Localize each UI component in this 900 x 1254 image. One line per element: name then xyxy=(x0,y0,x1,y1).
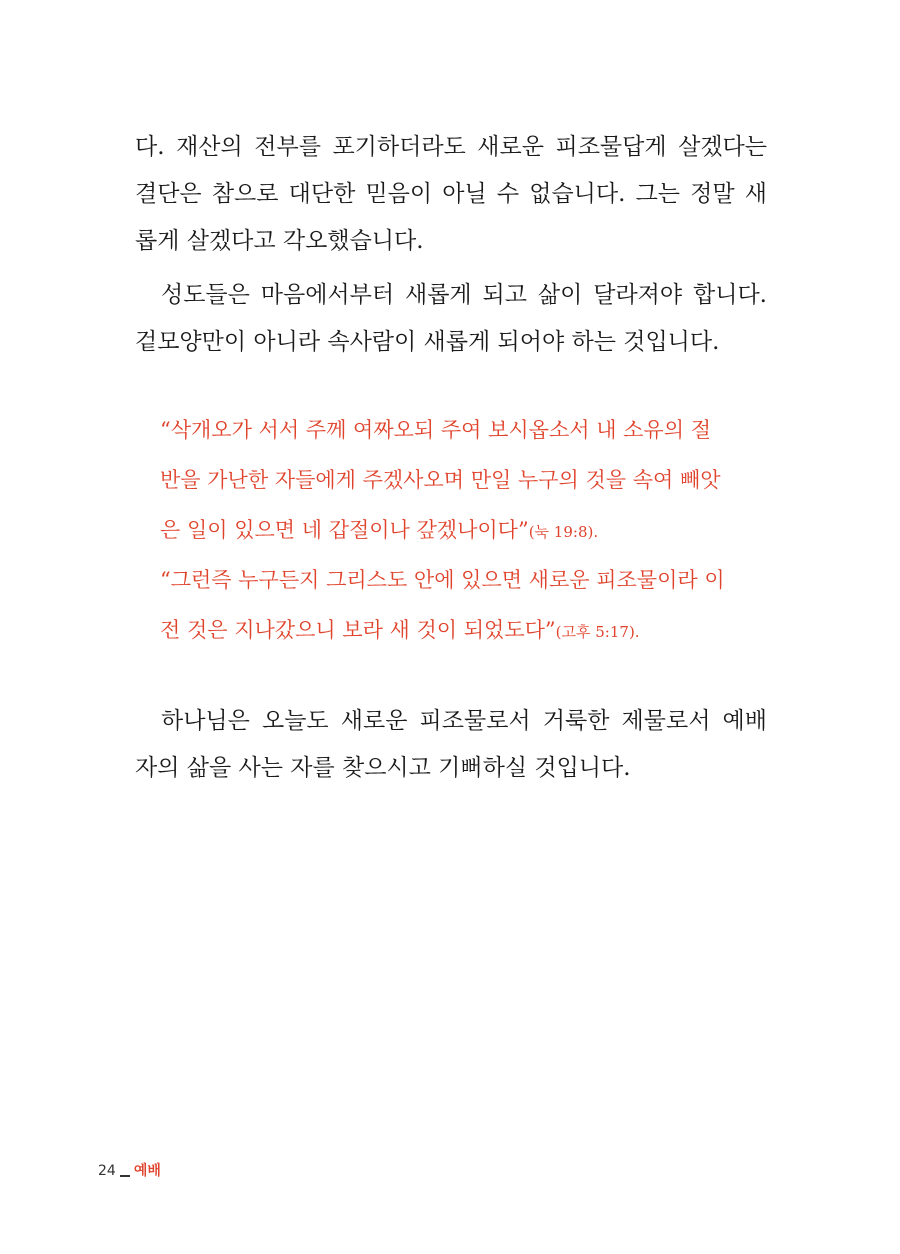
paragraph-2-line-2: 겉모양만이 아니라 속사람이 새롭게 되어야 하는 것입니다. xyxy=(135,329,720,355)
paragraph-2-line-1: 성도들은 마음에서부터 새롭게 되고 삶이 달라져야 합니다. xyxy=(161,282,767,308)
quote-line-5 xyxy=(160,605,700,655)
quote-line-3 xyxy=(160,505,700,555)
scripture-quotes xyxy=(160,405,725,655)
paragraph-3 xyxy=(135,698,767,792)
quote-line-3-text: 은 일이 있으면 네 갑절이나 갚겠나이다” xyxy=(160,518,529,542)
paragraph-3-line-2: 자의 삶을 사는 자를 찾으시고 기뻐하실 것입니다. xyxy=(135,755,631,781)
page-number: 24 xyxy=(98,1163,116,1179)
scripture-reference-luke: (눅 19:8). xyxy=(528,523,599,541)
quote-line-4: “그런즉 누구든지 그리스도 안에 있으면 새로운 피조물이라 이 xyxy=(160,568,725,592)
paragraph-2 xyxy=(135,272,767,366)
paragraph-1-line-1: 다. 재산의 전부를 포기하더라도 새로운 피조물답게 살겠다는 xyxy=(135,134,767,160)
quote-line-5-text: 전 것은 지나갔으니 보라 새 것이 되었도다” xyxy=(160,618,556,642)
scripture-reference-2corinthians: (고후 5:17). xyxy=(555,623,640,641)
quote-line-2: 반을 가난한 자들에게 주겠사오며 만일 누구의 것을 속여 빼앗 xyxy=(160,468,721,492)
page-footer xyxy=(98,1160,161,1180)
paragraph-1 xyxy=(135,124,767,265)
paragraph-1-line-3: 롭게 살겠다고 각오했습니다. xyxy=(135,228,424,254)
quote-line-1: “삭개오가 서서 주께 여짜오되 주여 보시옵소서 내 소유의 절 xyxy=(160,418,712,442)
section-title: 예배 xyxy=(133,1163,161,1179)
footer-separator xyxy=(120,1175,130,1177)
paragraph-3-line-1: 하나님은 오늘도 새로운 피조물로서 거룩한 제물로서 예배 xyxy=(161,708,767,734)
paragraph-1-line-2: 결단은 참으로 대단한 믿음이 아닐 수 없습니다. 그는 정말 새 xyxy=(135,181,767,207)
